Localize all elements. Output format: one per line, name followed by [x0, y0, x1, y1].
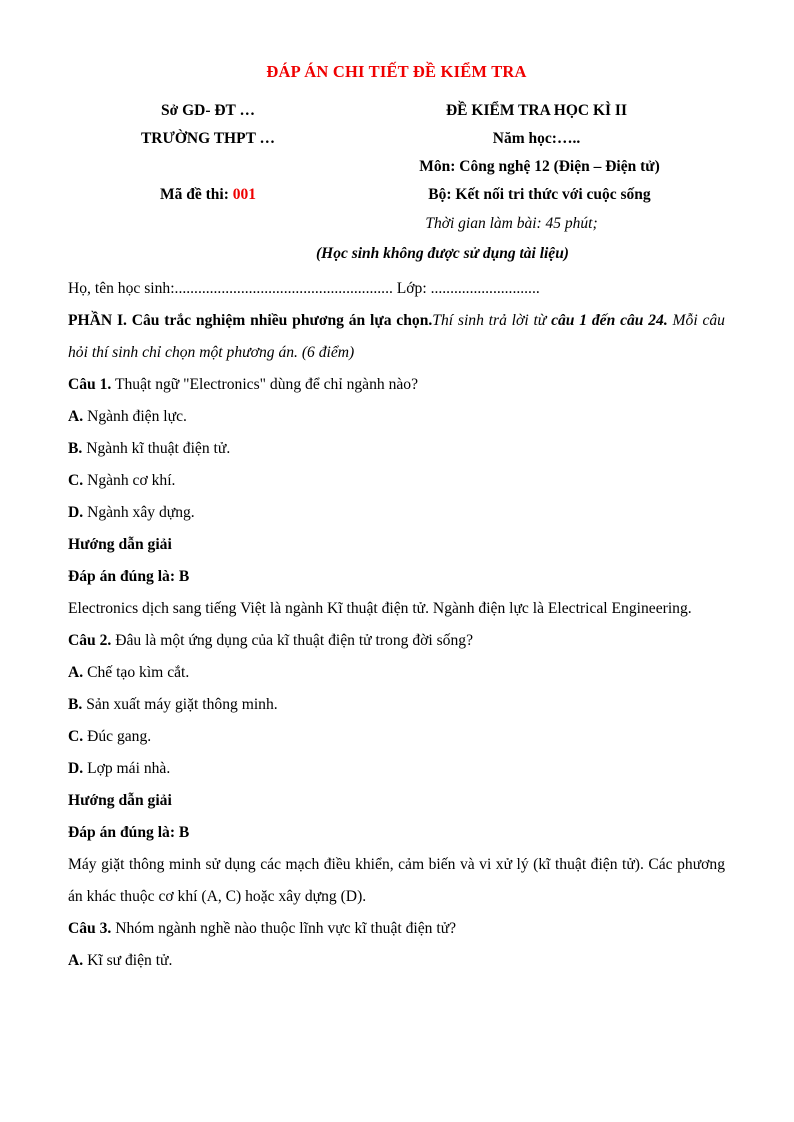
option-text: Kĩ sư điện tử.	[83, 951, 173, 969]
part-one-title: PHẦN I. Câu trắc nghiệm nhiều phương án lựa chọn.	[68, 311, 433, 329]
option-letter: B.	[68, 439, 83, 457]
part-one-instruction-2: Mỗi câu hỏi thí sinh chỉ chọn một phương án. (6 điểm)	[68, 311, 725, 361]
subject-name: Môn: Công nghệ 12 (Điện – Điện tử)	[419, 157, 660, 175]
student-info-line	[68, 273, 725, 305]
class-dots: ............................	[430, 279, 540, 297]
option-letter: A.	[68, 951, 84, 969]
book-set: Bộ: Kết nối tri thức với cuộc sống	[428, 185, 651, 203]
exam-header-block	[68, 97, 725, 269]
answer-option[interactable]	[68, 465, 725, 497]
header-row-2	[68, 125, 725, 153]
answer-option[interactable]	[68, 945, 725, 977]
question-stem	[68, 369, 725, 401]
solution-guide-label: Hướng dẫn giải	[68, 791, 172, 809]
answer-option[interactable]	[68, 753, 725, 785]
option-text: Ngành xây dựng.	[83, 503, 195, 521]
student-name-dots: ........................................................	[174, 279, 393, 297]
no-documents-note: (Học sinh không được sử dụng tài liệu)	[316, 244, 569, 262]
question-stem	[68, 625, 725, 657]
explanation-text: Electronics dịch sang tiếng Việt là ngành Kĩ thuật điện tử. Ngành điện lực là Electrical Engineering.	[68, 599, 692, 617]
exam-title: ĐỀ KIỂM TRA HỌC KÌ II	[445, 101, 627, 119]
part-one-instruction-1: Thí sinh trả lời từ	[432, 311, 552, 329]
header-row-4	[68, 181, 725, 209]
answer-option[interactable]	[68, 497, 725, 529]
page-title: ĐÁP ÁN CHI TIẾT ĐỀ KIỂM TRA	[266, 62, 527, 81]
option-letter: A.	[68, 663, 84, 681]
option-letter: D.	[68, 759, 84, 777]
exam-code	[68, 181, 348, 209]
option-letter: A.	[68, 407, 84, 425]
explanation-text: Máy giặt thông minh sử dụng các mạch điều khiển, cảm biến và vi xử lý (kĩ thuật điện tử). Các phương án khác thuộc cơ khí (A, C) hoặc xây dựng (D).	[68, 855, 725, 905]
correct-answer-label: Đáp án đúng là: B	[68, 823, 190, 841]
option-text: Ngành kĩ thuật điện tử.	[82, 439, 231, 457]
header-row-3	[68, 153, 725, 181]
option-text: Chế tạo kìm cắt.	[83, 663, 190, 681]
question-stem	[68, 913, 725, 945]
answer-option[interactable]	[68, 657, 725, 689]
class-label: Lớp:	[396, 279, 427, 297]
option-text: Ngành cơ khí.	[83, 471, 176, 489]
answer-option[interactable]	[68, 721, 725, 753]
option-text: Lợp mái nhà.	[83, 759, 171, 777]
part-one-heading	[68, 305, 725, 369]
exam-duration: Thời gian làm bài: 45 phút;	[425, 214, 598, 232]
part-one-range: câu 1 đến câu 24.	[551, 311, 668, 329]
question-number: Câu 3.	[68, 919, 112, 937]
answer-option[interactable]	[68, 689, 725, 721]
answer-option[interactable]	[68, 401, 725, 433]
option-text: Đúc gang.	[83, 727, 152, 745]
school-year: Năm học:…..	[492, 129, 581, 147]
exam-code-label: Mã đề thi:	[159, 185, 229, 203]
option-letter: D.	[68, 503, 84, 521]
header-row-1	[68, 97, 725, 125]
answer-option[interactable]	[68, 433, 725, 465]
school-name: TRƯỜNG THPT …	[140, 129, 276, 147]
option-text: Sản xuất máy giặt thông minh.	[82, 695, 278, 713]
option-letter: C.	[68, 471, 84, 489]
correct-answer-label: Đáp án đúng là: B	[68, 567, 190, 585]
department-name: Sở GD- ĐT …	[161, 101, 255, 119]
question-text: Nhóm ngành nghề nào thuộc lĩnh vực kĩ thuật điện tử?	[111, 919, 457, 937]
option-letter: B.	[68, 695, 83, 713]
exam-code-value: 001	[232, 185, 256, 203]
question-number: Câu 2.	[68, 631, 112, 649]
solution-guide-label: Hướng dẫn giải	[68, 535, 172, 553]
option-text: Ngành điện lực.	[83, 407, 187, 425]
student-name-label: Họ, tên học sinh:	[68, 279, 175, 297]
option-letter: C.	[68, 727, 84, 745]
question-text: Đâu là một ứng dụng của kĩ thuật điện tử trong đời sống?	[111, 631, 473, 649]
question-text: Thuật ngữ "Electronics" dùng để chỉ ngành nào?	[111, 375, 419, 393]
question-number: Câu 1.	[68, 375, 112, 393]
